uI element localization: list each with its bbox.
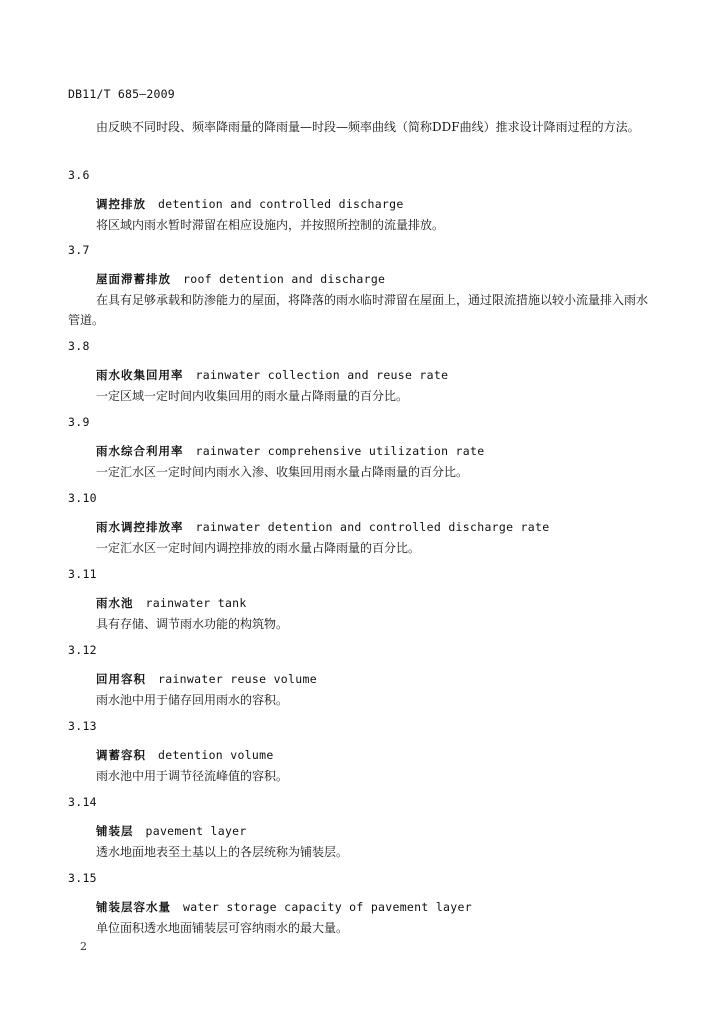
term-heading: [68, 669, 668, 690]
term-chinese: 铺装层: [96, 824, 134, 838]
term-entry-3-14: [68, 794, 668, 862]
term-heading: [68, 365, 668, 386]
term-entry-3-8: [68, 338, 668, 406]
term-english: rainwater collection and reuse rate: [195, 368, 449, 382]
term-chinese: 调蓄容积: [96, 748, 146, 762]
term-english: rainwater detention and controlled discharge rate: [195, 520, 550, 534]
term-chinese: 雨水池: [96, 596, 134, 610]
term-entry-3-13: [68, 718, 668, 786]
term-entry-3-12: [68, 642, 668, 710]
term-entry-3-15: [68, 870, 668, 938]
term-heading: [68, 194, 668, 215]
clause-number: 3.10: [68, 491, 97, 505]
term-chinese: 雨水收集回用率: [96, 368, 184, 382]
term-definition: 一定汇水区一定时间内雨水入渗、收集回用雨水量占降雨量的百分比。: [96, 465, 469, 479]
clause-number: 3.11: [68, 567, 97, 581]
term-heading: [68, 821, 668, 842]
term-english: pavement layer: [145, 824, 247, 838]
term-entry-3-11: [68, 566, 668, 634]
clause-number: 3.12: [68, 643, 97, 657]
term-entry-3-6: [68, 167, 668, 235]
clause-number: 3.14: [68, 795, 97, 809]
term-english: roof detention and discharge: [183, 272, 386, 286]
term-definition: 具有存储、调节雨水功能的构筑物。: [96, 617, 289, 631]
term-chinese: 铺装层容水量: [96, 900, 171, 914]
term-definition: 一定区域一定时间内收集回用的雨水量占降雨量的百分比。: [96, 389, 409, 403]
term-definition: 雨水池中用于储存回用雨水的容积。: [96, 693, 289, 707]
term-heading: [68, 745, 668, 766]
term-entry-3-7: [68, 242, 668, 330]
term-chinese: 雨水综合利用率: [96, 444, 184, 458]
term-definition: 单位面积透水地面铺装层可容纳雨水的最大量。: [96, 921, 349, 935]
term-heading: [68, 517, 668, 538]
term-entry-3-9: [68, 414, 668, 482]
term-definition: 将区域内雨水暂时滞留在相应设施内，并按照所控制的流量排放。: [96, 218, 445, 232]
term-definition: 在具有足够承载和防渗能力的屋面，将降落的雨水临时滞留在屋面上，通过限流措施以较小流量排入雨水管道。: [68, 293, 649, 327]
clause-number: 3.15: [68, 871, 97, 885]
clause-number: 3.7: [68, 243, 90, 257]
clause-number: 3.13: [68, 719, 97, 733]
clause-number: 3.9: [68, 415, 90, 429]
term-english: detention volume: [158, 748, 274, 762]
term-english: rainwater reuse volume: [158, 672, 317, 686]
document-code-header: DB11/T 685—2009: [68, 87, 175, 101]
term-definition: 透水地面地表至土基以上的各层统称为铺装层。: [96, 845, 349, 859]
term-heading: [68, 269, 668, 290]
term-english: water storage capacity of pavement layer: [183, 900, 472, 914]
clause-number: 3.8: [68, 339, 90, 353]
term-definition: 雨水池中用于调节径流峰值的容积。: [96, 769, 289, 783]
term-entry-3-10: [68, 490, 668, 558]
term-chinese: 屋面滞蓄排放: [96, 272, 171, 286]
term-heading: [68, 593, 668, 614]
intro-paragraph: 由反映不同时段、频率降雨量的降雨量—时段—频率曲线（简称DDF曲线）推求设计降雨过程的方法。: [96, 120, 640, 134]
term-chinese: 雨水调控排放率: [96, 520, 184, 534]
term-heading: [68, 897, 668, 918]
term-chinese: 回用容积: [96, 672, 146, 686]
page-number: 2: [80, 940, 87, 953]
term-english: rainwater tank: [145, 596, 247, 610]
clause-number: 3.6: [68, 168, 90, 182]
term-chinese: 调控排放: [96, 197, 146, 211]
term-definition: 一定汇水区一定时间内调控排放的雨水量占降雨量的百分比。: [96, 541, 421, 555]
term-heading: [68, 441, 668, 462]
term-english: detention and controlled discharge: [158, 197, 404, 211]
term-english: rainwater comprehensive utilization rate: [195, 444, 485, 458]
